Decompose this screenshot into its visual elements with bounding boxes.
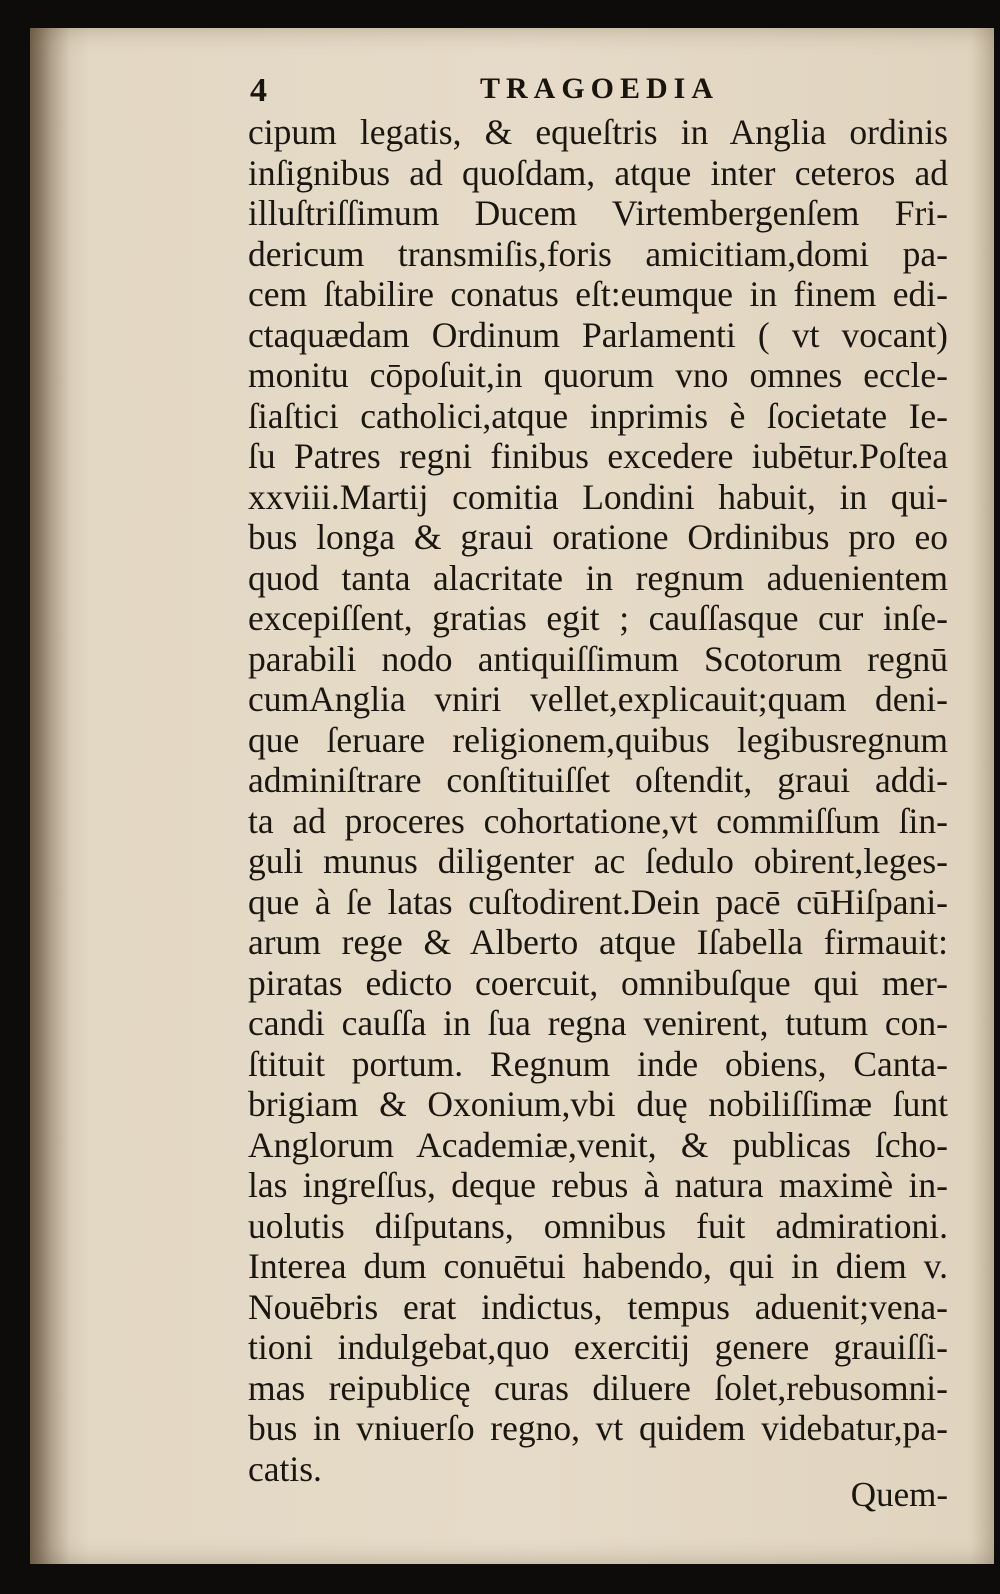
text-line: piratas edicto coercuit, omnibuſque qui mer-: [248, 962, 948, 1003]
text-line: quod tanta alacritate in regnum aduenientem: [248, 557, 948, 598]
text-line: xxviii.Martij comitia Londini habuit, in qui-: [248, 476, 948, 517]
text-line: Interea dum conuētui habendo, qui in diem v.: [248, 1246, 948, 1286]
text-line: cipum legatis, & equeſtris in Anglia ordinis: [248, 112, 948, 152]
text-line: candi cauſſa in ſua regna venirent, tutum con-: [248, 1003, 948, 1043]
text-line: parabili nodo antiquiſſimum Scotorum regnū: [248, 638, 948, 679]
text-line: tioni indulgebat,quo exercitij genere grauiſſi-: [248, 1327, 948, 1367]
text-line: monitu cōpoſuit,in quorum vno omnes eccle-: [248, 355, 948, 395]
text-line: bus longa & graui oratione Ordinibus pro eo: [248, 517, 948, 557]
text-line: arum rege & Alberto atque Iſabella firmauit:: [248, 922, 948, 962]
text-line: inſignibus ad quoſdam, atque inter ceteros ad: [248, 152, 948, 193]
text-line: que à ſe latas cuſtodirent.Dein pacē cūHiſpani-: [248, 881, 948, 922]
text-line: ſu Patres regni finibus excedere iubētur.Poſtea: [248, 436, 948, 476]
page-number: 4: [250, 72, 267, 109]
text-line: ſiaſtici catholici,atque inprimis è ſocietate Ie-: [248, 395, 948, 436]
text-line: bus in vniuerſo regno, vt quidem videbatur,pa-: [248, 1408, 948, 1448]
running-head: TRAGOEDIA: [480, 72, 720, 105]
catchword: Quem-: [850, 1475, 948, 1514]
text-line: adminiſtrare conſtituiſſet oſtendit, graui addi-: [248, 760, 948, 800]
text-line: dericum transmiſis,foris amicitiam,domi pa-: [248, 233, 948, 274]
text-line: ctaquædam Ordinum Parlamenti ( vt vocant): [248, 314, 948, 355]
text-line: excepiſſent, gratias egit ; cauſſasque cur inſe-: [248, 598, 948, 638]
text-line: catis.: [248, 1448, 322, 1489]
text-line: ta ad proceres cohortatione,vt commiſſum ſin-: [248, 800, 948, 841]
text-line: Nouēbris erat indictus, tempus aduenit;vena-: [248, 1286, 948, 1327]
text-line: brigiam & Oxonium,vbi duę nobiliſſimæ ſunt: [248, 1084, 948, 1124]
text-line: uolutis diſputans, omnibus fuit admirationi.: [248, 1205, 948, 1246]
text-line: ſtituit portum. Regnum inde obiens, Canta-: [248, 1043, 948, 1084]
text-line: illuſtriſſimum Ducem Virtembergenſem Fri-: [248, 193, 948, 233]
text-line: las ingreſſus, deque rebus à natura maximè in-: [248, 1165, 948, 1205]
text-line: mas reipublicę curas diluere ſolet,rebusomni-: [248, 1367, 948, 1408]
text-line: que ſeruare religionem,quibus legibusregnum: [248, 719, 948, 760]
page-gutter-shadow: [30, 28, 70, 1564]
text-line: cumAnglia vniri vellet,explicauit;quam deni-: [248, 679, 948, 719]
text-line: guli munus diligenter ac ſedulo obirent,leges-: [248, 841, 948, 881]
text-line: Anglorum Academiæ,venit, & publicas ſcho-: [248, 1124, 948, 1165]
text-line: cem ſtabilire conatus eſt:eumque in finem edi-: [248, 274, 948, 314]
body-text: [248, 112, 948, 1489]
